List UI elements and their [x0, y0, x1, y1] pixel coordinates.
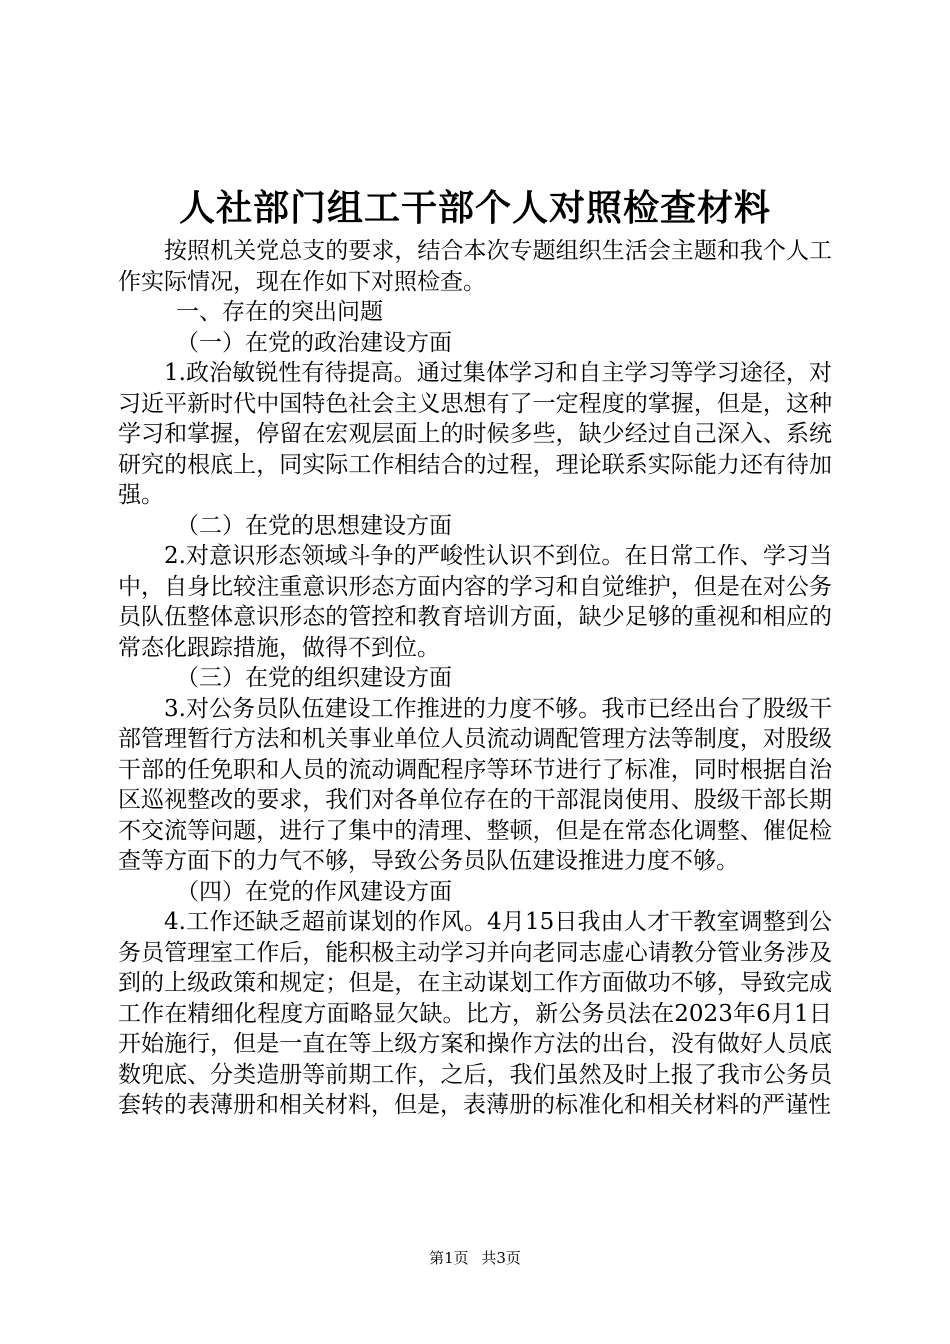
document-title: 人社部门组工干部个人对照检查材料 — [178, 187, 771, 229]
subheading-political: （一）在党的政治建设方面 — [176, 329, 452, 356]
subheading-organizational: （三）在党的组织建设方面 — [176, 665, 452, 691]
subheading-work-style: （四）在党的作风建设方面 — [176, 878, 452, 905]
paragraph-item-3: 3.对公务员队伍建设工作推进的力度不够。我市已经出台了股级干部管理暂行方法和机关事业单位人员流动调配管理方法等制度，对股级干部的任免职和人员的流动调配程序等环节进行了标准，同时根据自治区巡视整改的要求，我们对各单位存在的干部混岗使用、股级干部长期不交流等问题，进行了集中的清理、整顿，但是在常态化调整、催促检查等方面下的力气不够，导致公务员队伍建设推进力度不够。 — [118, 695, 832, 874]
paragraph-intro: 按照机关党总支的要求，结合本次专题组织生活会主题和我个人工作实际情况，现在作如下对照检查。 — [118, 238, 832, 295]
page-footer — [0, 1248, 950, 1268]
subheading-ideological: （二）在党的思想建设方面 — [176, 512, 452, 539]
paragraph-item-4: 4.工作还缺乏超前谋划的作风。4月15日我由人才干教室调整到公务员管理室工作后，能积极主动学习并向老同志虚心请教分管业务涉及到的上级政策和规定；但是，在主动谋划工作方面做功不够，导致完成工作在精细化程度方面略显欠缺。比方，新公务员法在2023年6月1日开始施行，但是一直在等上级方案和操作方法的出台，没有做好人员底数兜底、分类造册等前期工作，之后，我们虽然及时上报了我市公务员套转的表薄册和相关材料，但是，表薄册的标准化和相关材料的严谨性 — [118, 909, 832, 1118]
paragraph-item-1: 1.政治敏锐性有待提高。通过集体学习和自主学习等学习途径，对习近平新时代中国特色社会主义思想有了一定程度的掌握，但是，这种学习和掌握，停留在宏观层面上的时候多些，缺少经过自己深入、系统研究的根底上，同实际工作相结合的过程，理论联系实际能力还有待加强。 — [118, 360, 832, 508]
heading-section-1: 一、存在的突出问题 — [176, 299, 383, 325]
page-number: 第1页 — [429, 1249, 469, 1267]
document-body — [118, 236, 832, 1121]
paragraph-item-2: 2.对意识形态领域斗争的严峻性认识不到位。在日常工作、学习当中，自身比较注重意识形态方面内容的学习和自觉维护，但是在对公务员队伍整体意识形态的管控和教育培训方面，缺少足够的重视和相应的常态化跟踪措施，做得不到位。 — [118, 543, 832, 661]
page-total: 共3页 — [481, 1249, 521, 1267]
